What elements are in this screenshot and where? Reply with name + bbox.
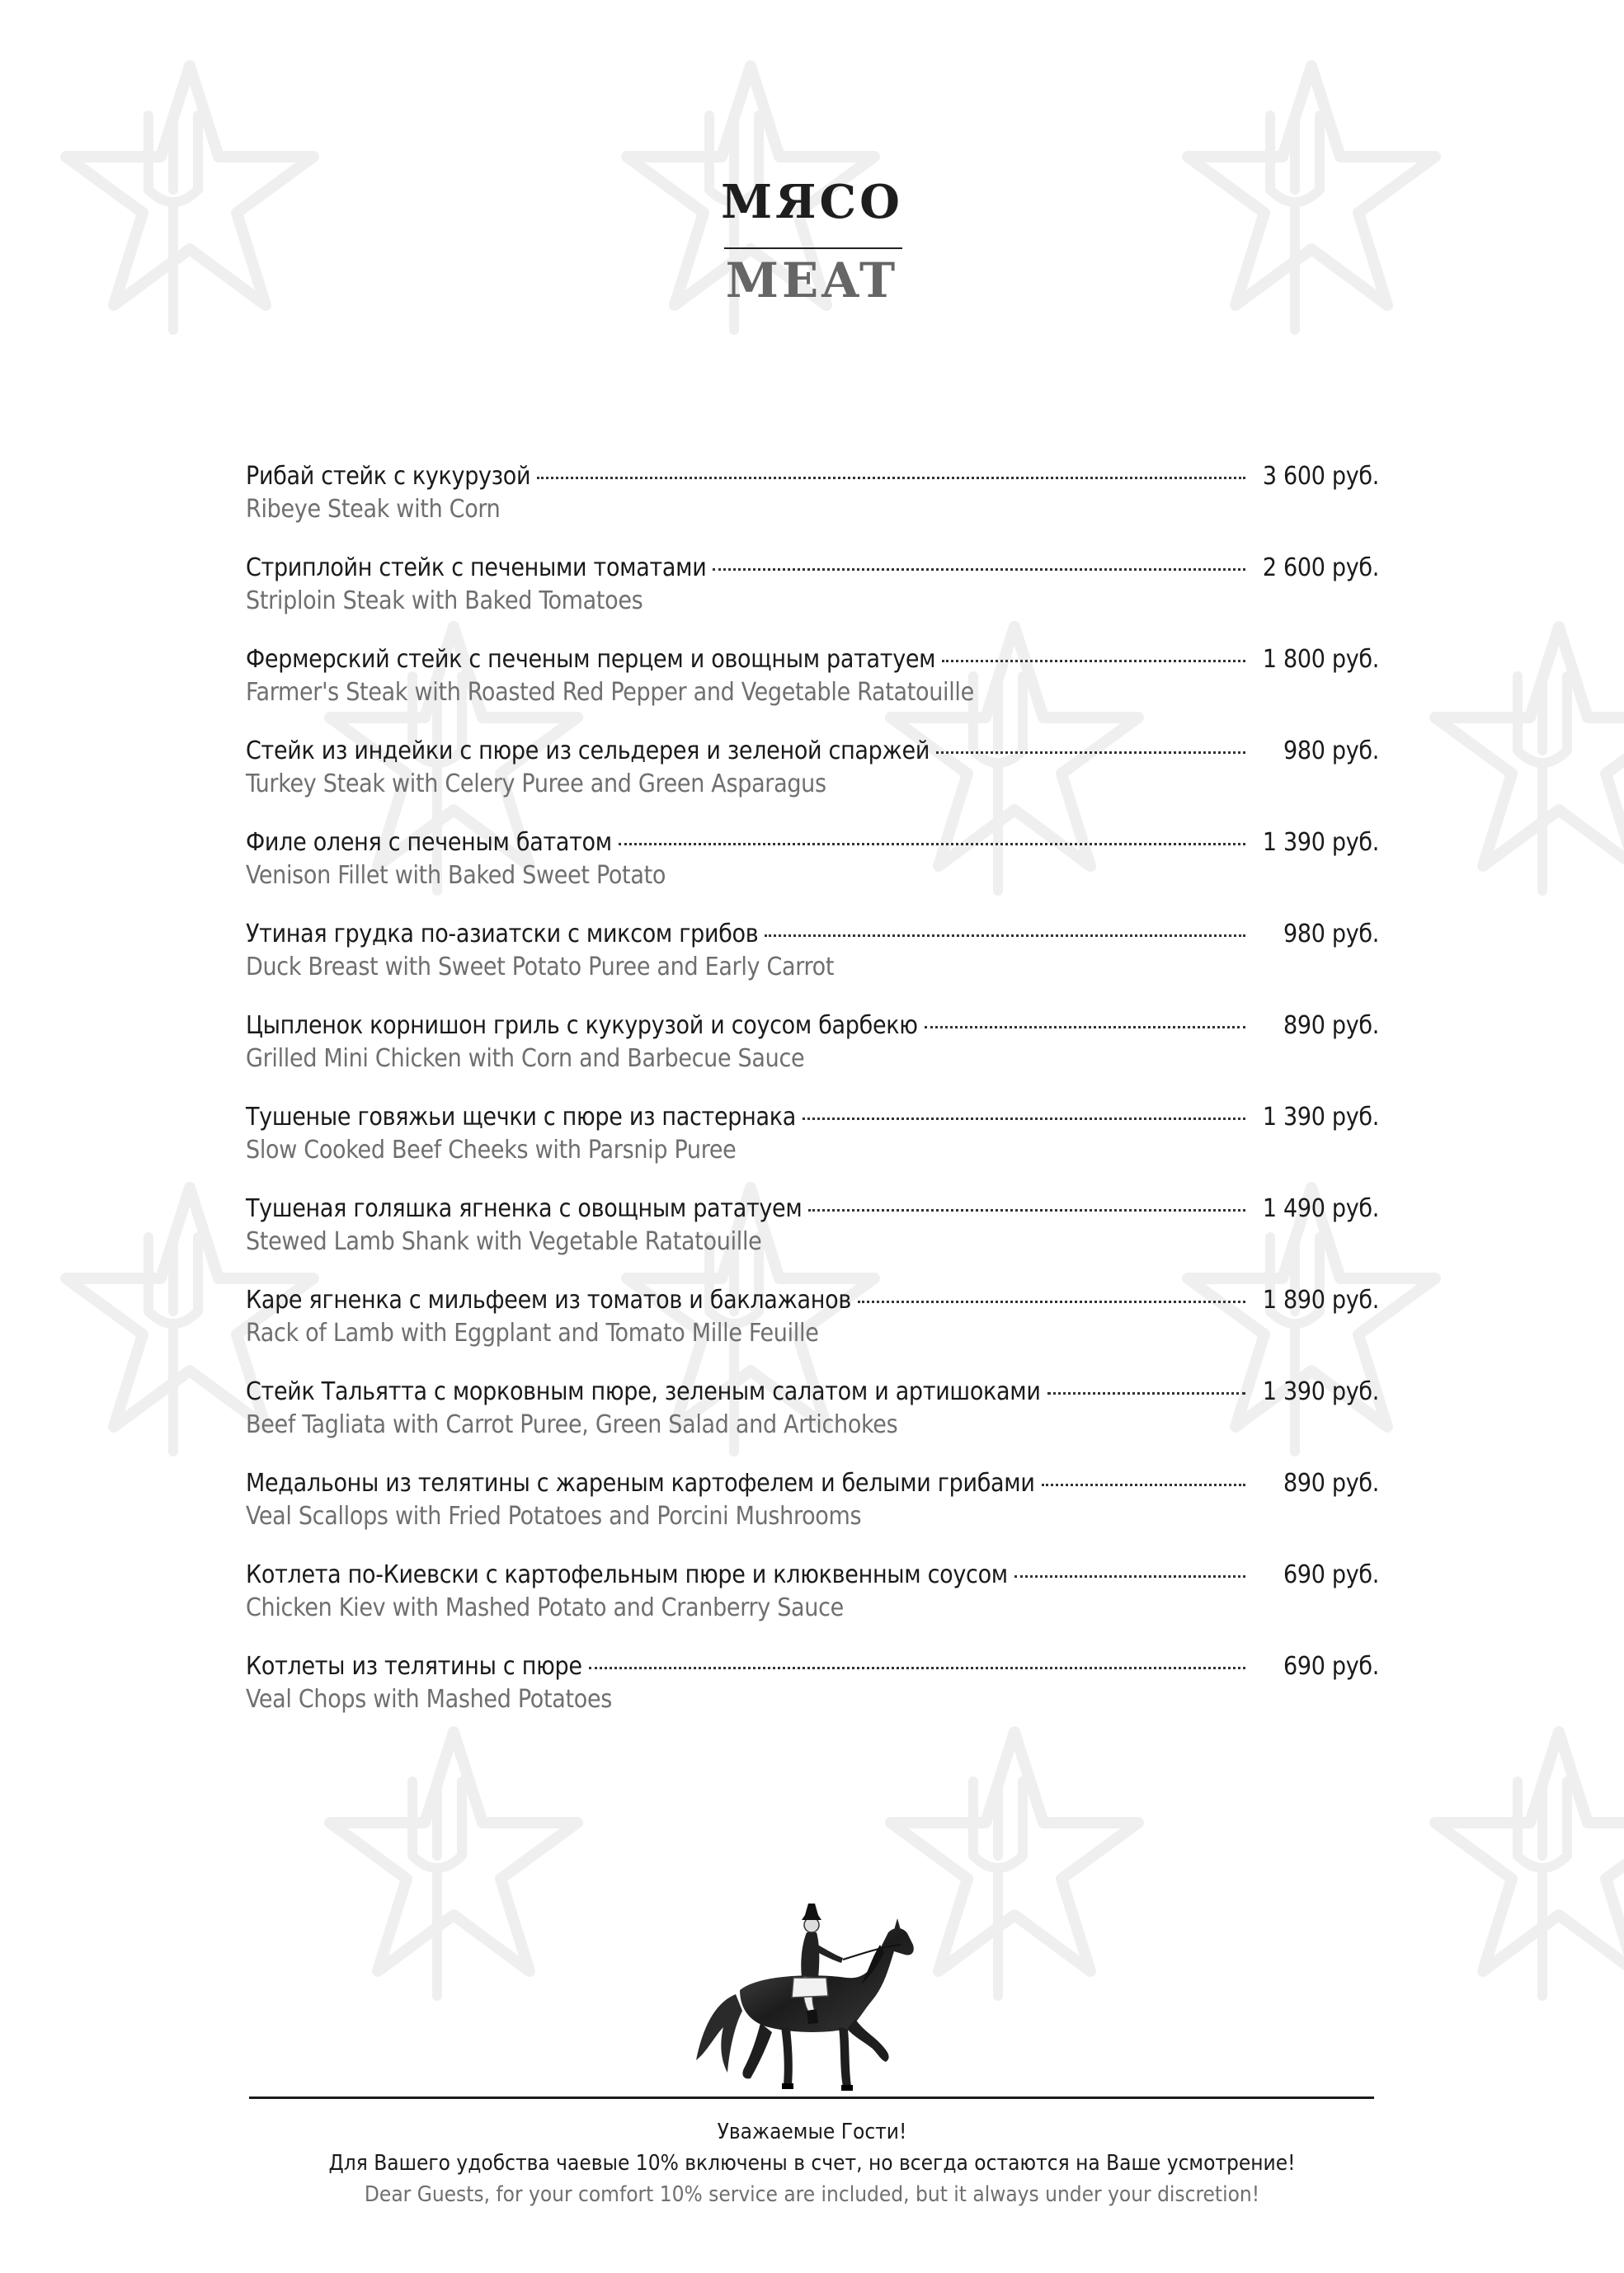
footer-greeting: Уважаемые Гости! [717,2120,907,2144]
title-divider [724,247,902,249]
menu-item [246,1282,1379,1374]
menu-item-row [246,1649,1379,1685]
dot-leader [1014,1575,1245,1578]
dot-leader [1047,1392,1245,1395]
dot-leader [858,1301,1245,1303]
menu-item-row [246,459,1379,495]
menu-item-name-ru: Медальоны из телятины с жареным картофелем и белыми грибами [246,1469,1035,1498]
menu-item-name-en: Grilled Mini Chicken with Corn and Barbecue Sauce [246,1044,805,1073]
menu-item-row [246,1374,1379,1410]
menu-item-price: 980 руб. [1283,920,1379,948]
dot-leader [765,934,1245,937]
menu-item-name-ru: Котлета по-Киевски с картофельным пюре и клюквенным соусом [246,1560,1008,1589]
menu-item-row [246,1282,1379,1319]
menu-item-name-ru: Стейк из индейки с пюре из сельдерея и зеленой спаржей [246,736,930,765]
menu-list [246,459,1379,1740]
dot-leader [713,568,1245,571]
menu-item-name-en: Stewed Lamb Shank with Vegetable Ratatouille [246,1227,762,1256]
dot-leader [808,1209,1245,1212]
menu-item-row [246,1191,1379,1227]
page-title-en: MEAT [725,252,899,308]
dot-leader [936,751,1245,754]
menu-item [246,1557,1379,1649]
horse-rider-icon [678,1895,925,2095]
menu-item-name-en: Veal Chops with Mashed Potatoes [246,1685,613,1714]
menu-item-price: 980 руб. [1283,736,1379,765]
menu-item-name-en: Veal Scallops with Fried Potatoes and Porcini Mushrooms [246,1502,862,1531]
dot-leader [1042,1484,1245,1486]
menu-item [246,1466,1379,1557]
menu-item-price: 1 390 руб. [1262,1377,1379,1406]
menu-item-name-ru: Котлеты из телятины с пюре [246,1652,582,1681]
menu-item [246,459,1379,550]
menu-item-name-ru: Утиная грудка по-азиатски с миксом грибов [246,920,759,948]
menu-item-name-en: Turkey Steak with Celery Puree and Green Asparagus [246,769,826,798]
menu-item-row [246,825,1379,861]
menu-item-name-en: Slow Cooked Beef Cheeks with Parsnip Puree [246,1136,737,1165]
page-title-ru: МЯСО [721,175,903,229]
menu-item-price: 690 руб. [1283,1560,1379,1589]
menu-item [246,1099,1379,1191]
dot-leader [619,843,1245,845]
menu-item-row [246,733,1379,769]
menu-item-price: 890 руб. [1283,1011,1379,1040]
menu-item-row [246,1099,1379,1136]
menu-item-name-en: Venison Fillet with Baked Sweet Potato [246,861,666,890]
menu-item-price: 1 890 руб. [1262,1286,1379,1315]
menu-item-row [246,916,1379,953]
menu-item [246,916,1379,1008]
menu-item-name-ru: Тушеная голяшка ягненка с овощным рататуем [246,1194,803,1223]
menu-item-row [246,642,1379,678]
menu-item-name-ru: Филе оленя с печеным бататом [246,828,612,857]
menu-item-name-ru: Тушеные говяжьи щечки с пюре из пастернака [246,1103,796,1132]
menu-item [246,1191,1379,1282]
menu-item-name-en: Farmer's Steak with Roasted Red Pepper and Vegetable Ratatouille [246,678,974,707]
menu-item-price: 1 800 руб. [1262,645,1379,674]
menu-item-name-en: Beef Tagliata with Carrot Puree, Green Salad and Artichokes [246,1410,898,1439]
menu-item-row [246,1557,1379,1593]
menu-item-name-ru: Рибай стейк с кукурузой [246,462,531,491]
menu-item-price: 1 390 руб. [1262,1103,1379,1132]
menu-item-name-en: Ribeye Steak with Corn [246,495,501,524]
menu-item [246,825,1379,916]
menu-item-price: 1 490 руб. [1262,1194,1379,1223]
menu-item-price: 690 руб. [1283,1652,1379,1681]
footer-note-ru: Для Вашего удобства чаевые 10% включены в счет, но всегда остаются на Ваше усмотрение! [328,2151,1296,2176]
menu-item-row [246,1008,1379,1044]
menu-item-name-en: Duck Breast with Sweet Potato Puree and Early Carrot [246,953,835,981]
footer-note-en: Dear Guests, for your comfort 10% service are included, but it always under your discretion! [364,2182,1260,2207]
menu-item [246,1008,1379,1099]
dot-leader [589,1667,1245,1669]
menu-item [246,1374,1379,1466]
menu-item-price: 3 600 руб. [1262,462,1379,491]
menu-item-name-en: Striploin Steak with Baked Tomatoes [246,586,643,615]
menu-item-name-ru: Цыпленок корнишон гриль с кукурузой и соусом барбекю [246,1011,918,1040]
menu-item [246,550,1379,642]
footer-divider [249,2097,1374,2099]
menu-item-name-en: Chicken Kiev with Mashed Potato and Cranberry Sauce [246,1593,844,1622]
star-fork-icon [1419,610,1624,957]
menu-item-name-ru: Каре ягненка с мильфеем из томатов и баклажанов [246,1286,851,1315]
dot-leader [537,477,1245,479]
menu-item-row [246,550,1379,586]
dot-leader [942,660,1245,662]
menu-item-name-ru: Стейк Тальятта с морковным пюре, зеленым салатом и артишоками [246,1377,1041,1406]
menu-item-name-ru: Стриплойн стейк с печеными томатами [246,553,707,582]
menu-item [246,733,1379,825]
menu-item-price: 2 600 руб. [1262,553,1379,582]
menu-item [246,642,1379,733]
dot-leader [803,1118,1245,1120]
star-fork-icon [313,1715,594,2062]
footer-notice [0,2116,1624,2210]
dot-leader [925,1026,1245,1028]
menu-item-name-en: Rack of Lamb with Eggplant and Tomato Mille Feuille [246,1319,819,1348]
menu-item-price: 890 руб. [1283,1469,1379,1498]
menu-item [246,1649,1379,1740]
menu-item-price: 1 390 руб. [1262,828,1379,857]
menu-item-row [246,1466,1379,1502]
menu-item-name-ru: Фермерский стейк с печеным перцем и овощным рататуем [246,645,936,674]
star-fork-icon [1419,1715,1624,2062]
